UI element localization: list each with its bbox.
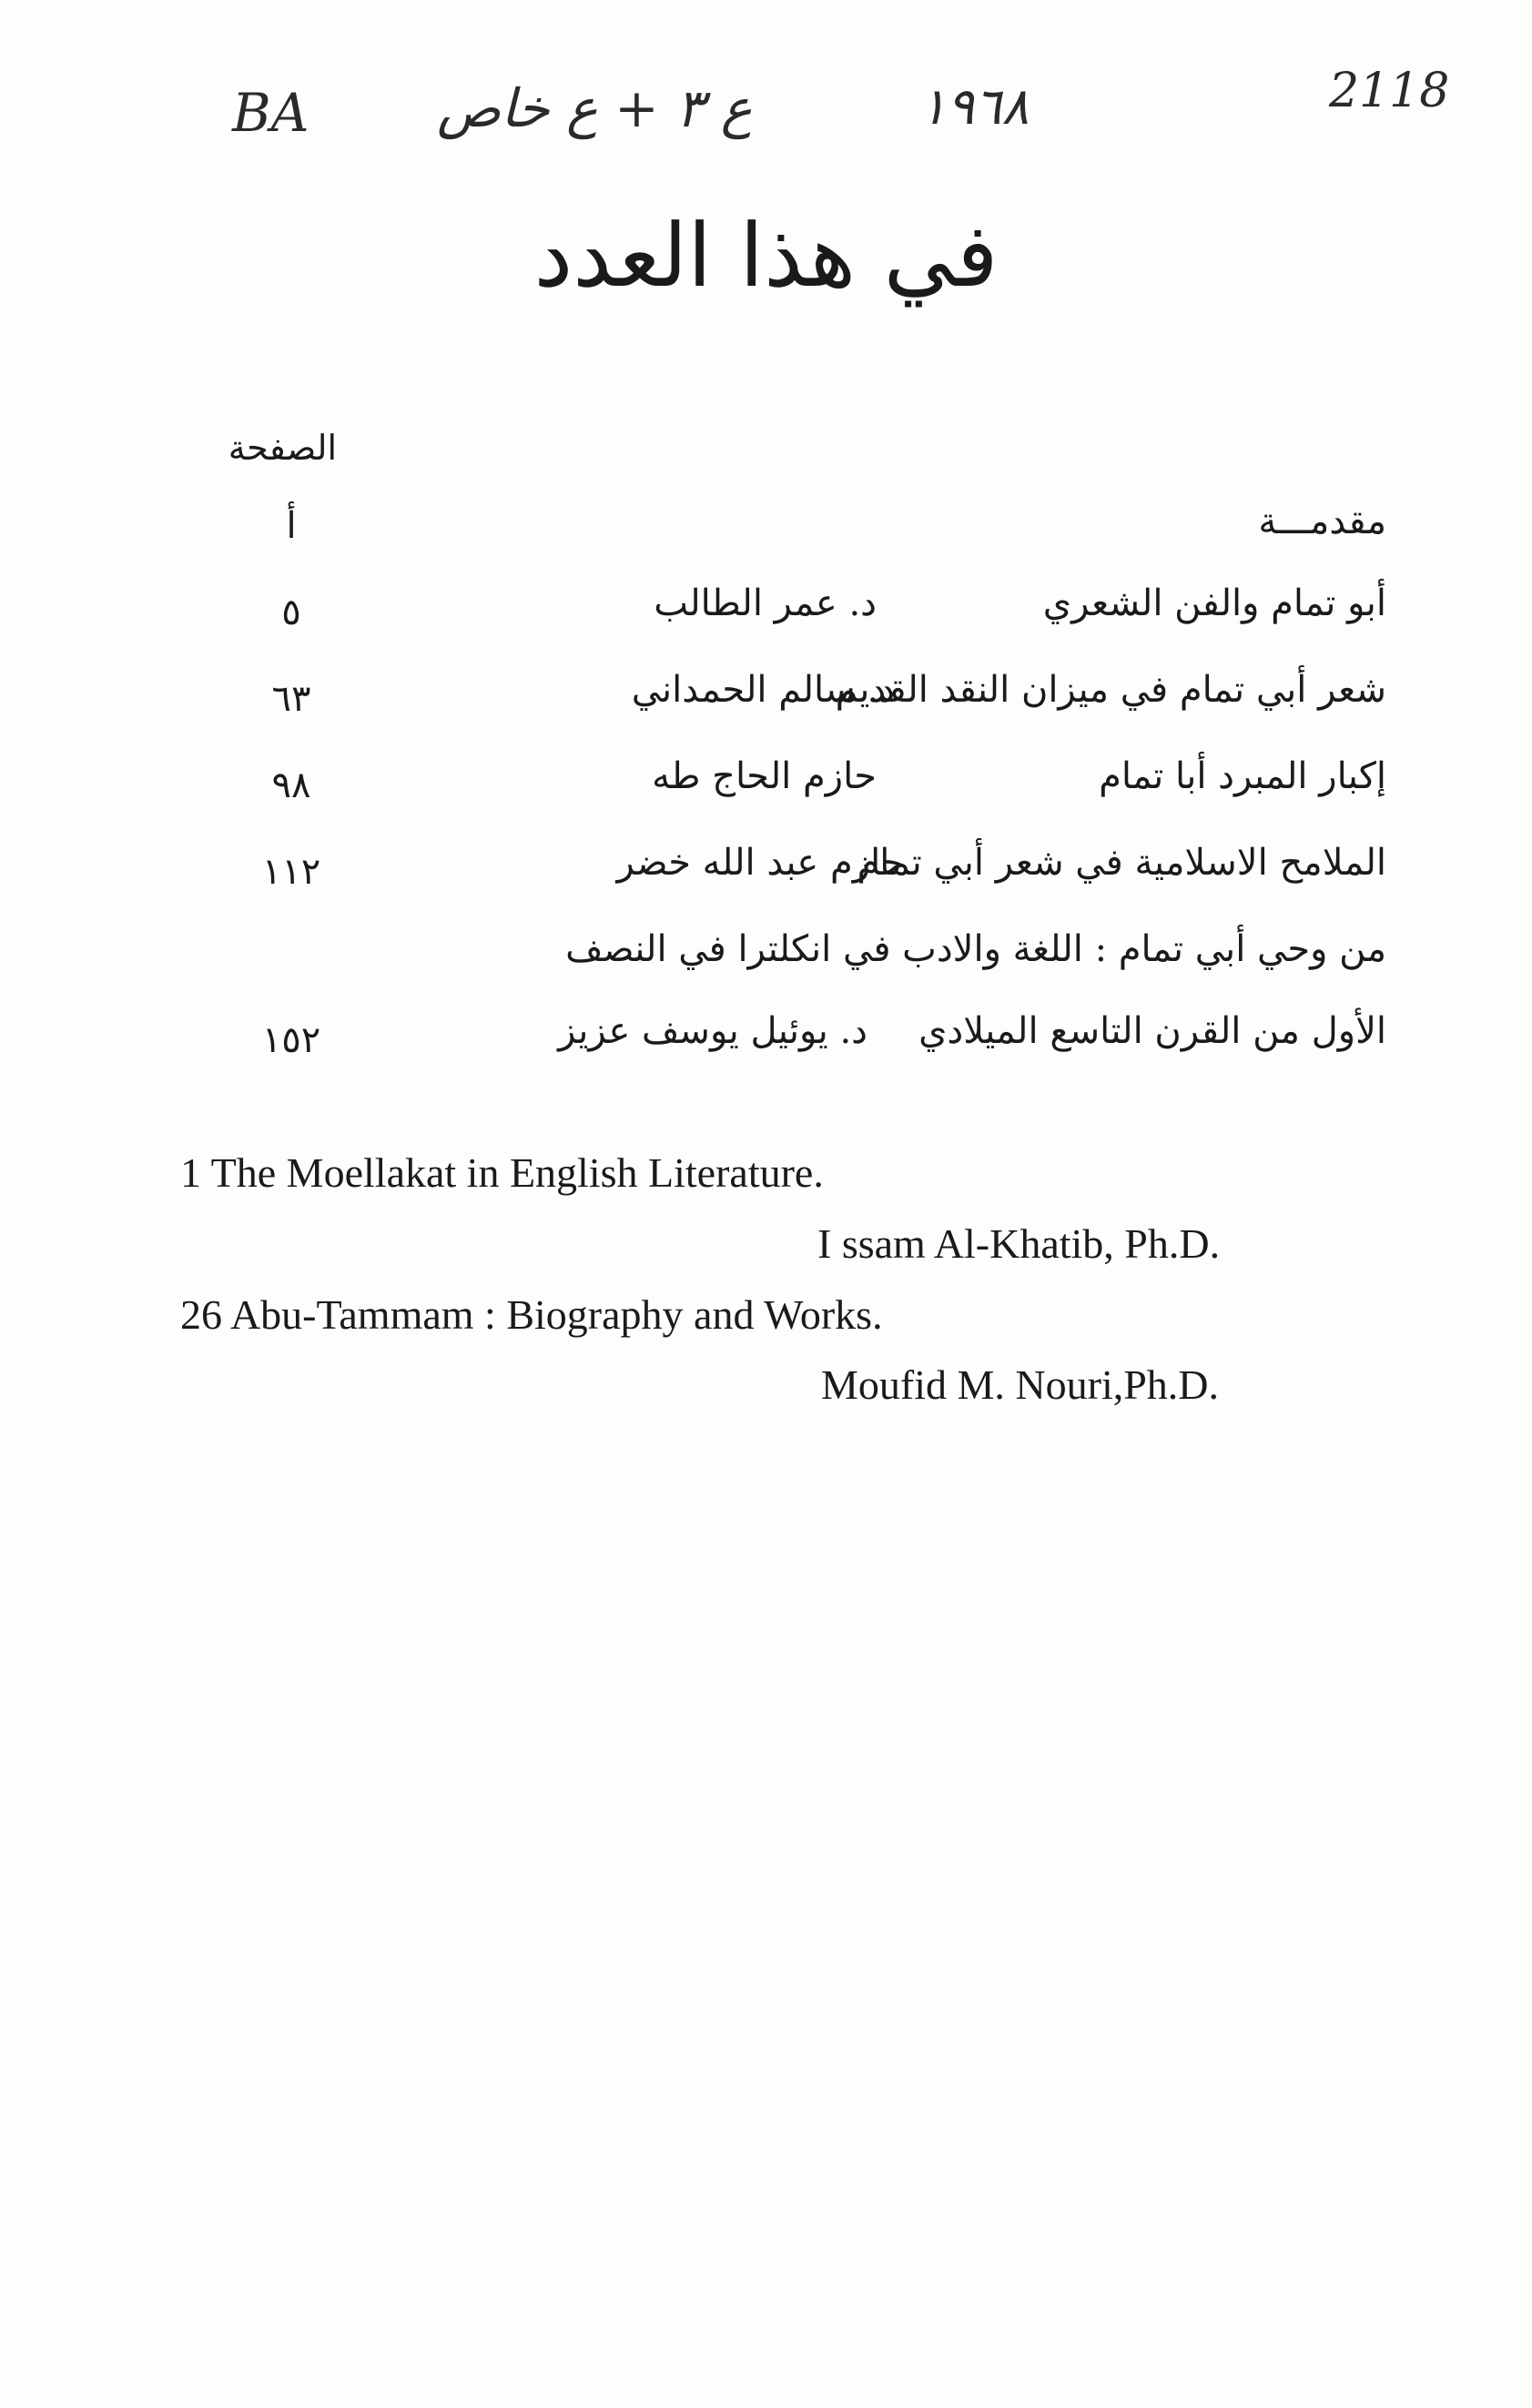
toc-entry-page: ١٥٢ bbox=[261, 1019, 321, 1061]
toc-entry-author: د. يوئيل يوسف عزيز bbox=[558, 1010, 867, 1052]
english-entry-title: 26 Abu-Tammam : Biography and Works. bbox=[180, 1291, 883, 1338]
toc-entry-author: حازم الحاج طه bbox=[652, 755, 877, 797]
toc-entry-page: ١١٢ bbox=[261, 851, 321, 893]
toc-entry-title-line2: الأول من القرن التاسع الميلادي bbox=[918, 1010, 1386, 1052]
handwritten-note-year: ١٩٦٨ bbox=[919, 77, 1030, 137]
toc-entry-author: حازم عبد الله خضر bbox=[616, 842, 904, 884]
toc-entry-title: الملامح الاسلامية في شعر أبي تمام bbox=[857, 842, 1386, 884]
page-title: في هذا العدد bbox=[533, 205, 999, 307]
english-entry-author: Moufid M. Nouri,Ph.D. bbox=[821, 1361, 1220, 1408]
toc-entry-title: أبو تمام والفن الشعري bbox=[1042, 582, 1386, 624]
toc-entry-page: ٥ bbox=[281, 592, 301, 633]
english-entry-title: 1 The Moellakat in English Literature. bbox=[180, 1149, 824, 1196]
toc-entry-title: مقدمـــة bbox=[1258, 501, 1386, 542]
toc-entry-title-line1: من وحي أبي تمام : اللغة والادب في انكلترا في النصف bbox=[565, 928, 1386, 970]
handwritten-note-left: BA bbox=[232, 82, 309, 144]
toc-entry-page: ٦٣ bbox=[271, 678, 311, 720]
toc-entry-author: د. عمر الطالب bbox=[654, 582, 877, 624]
toc-entry-title: شعر أبي تمام في ميزان النقد القديم bbox=[835, 669, 1386, 711]
toc-entry-author: د. سالم الحمداني bbox=[631, 669, 895, 711]
toc-entry-page: ٩٨ bbox=[271, 764, 311, 806]
handwritten-note-right: 2118 bbox=[1329, 64, 1450, 118]
handwritten-note-shelfmark: ع ٣ + ع خاص bbox=[437, 77, 753, 139]
toc-entry-page: أ bbox=[286, 505, 297, 547]
page-column-header: الصفحة bbox=[228, 428, 337, 468]
english-entry-author: I ssam Al-Khatib, Ph.D. bbox=[817, 1220, 1221, 1267]
toc-entry-title: إكبار المبرد أبا تمام bbox=[1099, 755, 1386, 797]
